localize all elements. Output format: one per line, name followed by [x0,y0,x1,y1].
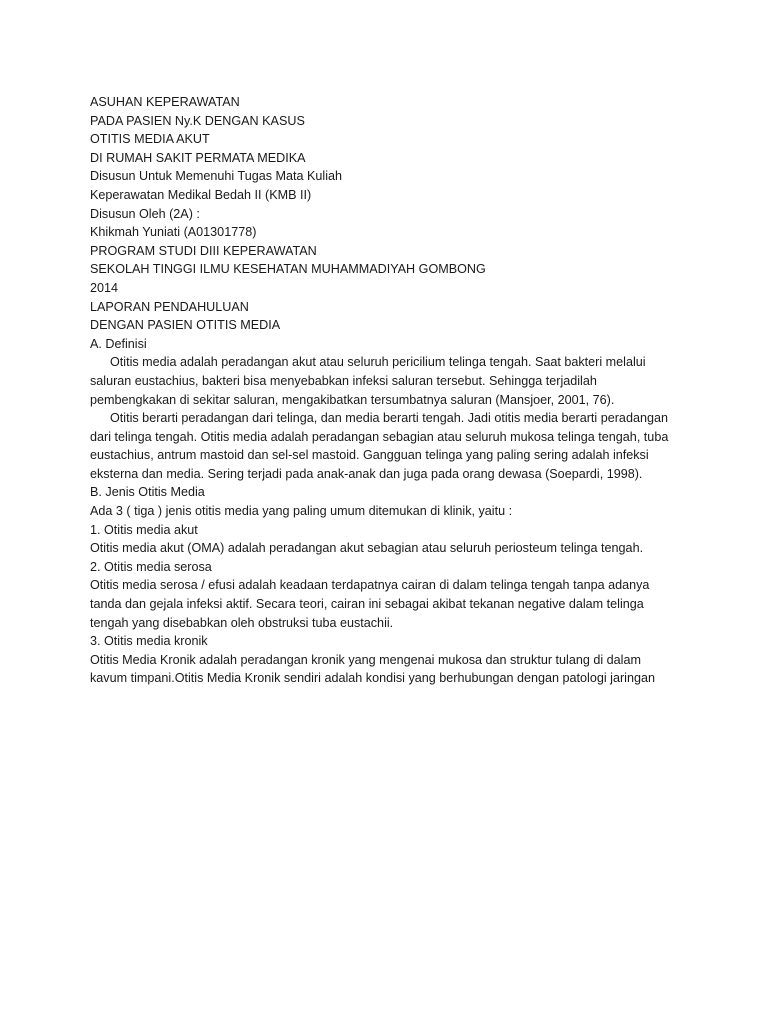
institution-line: DENGAN PASIEN OTITIS MEDIA [90,318,281,333]
paragraph-line: pembengkakan di sekitar saluran, mengakibatkan tersumbatnya saluran (Mansjoer, 2001, 76). [90,392,615,407]
paragraph-line: tanda dan gejala infeksi aktif. Secara teori, cairan ini sebagai akibat tekanan negative dalam telinga [90,597,644,612]
author-line: Disusun Oleh (2A) : [90,206,200,221]
institution-line: 2014 [90,280,119,295]
document-body [90,93,690,688]
title-line: OTITIS MEDIA AKUT [90,132,210,147]
list-item-title: 1. Otitis media akut [90,522,198,537]
paragraph-line: Otitis media serosa / efusi adalah keadaan terdapatnya cairan di dalam telinga tengah tanpa adanya [90,578,650,593]
section-intro: Ada 3 ( tiga ) jenis otitis media yang paling umum ditemukan di klinik, yaitu : [90,504,513,519]
paragraph-line: Otitis media adalah peradangan akut atau seluruh pericilium telinga tengah. Saat bakteri melalui [110,355,646,370]
definisi-paragraph-1 [90,353,690,409]
list-item-otitis-media-akut [90,521,690,558]
section-definisi [90,335,690,484]
paragraph-line: tengah yang disebabkan oleh obstruksi tuba eustachii. [90,615,394,630]
paragraph-line: eksterna dan media. Sering terjadi pada anak-anak dan juga pada orang dewasa (Soepardi, 1998). [90,466,643,481]
paragraph-line: Otitis media akut (OMA) adalah peradangan akut sebagian atau seluruh periosteum telinga tengah. [90,541,644,556]
title-line: DI RUMAH SAKIT PERMATA MEDIKA [90,150,306,165]
list-item-title: 2. Otitis media serosa [90,559,212,574]
purpose-block [90,167,690,204]
section-heading: B. Jenis Otitis Media [90,485,205,500]
paragraph-line: dari telinga tengah. Otitis media adalah peradangan sebagian atau seluruh mukosa telinga tengah, tuba [90,429,669,444]
section-heading: A. Definisi [90,336,147,351]
paragraph-line: eustachius, antrum mastoid dan sel-sel mastoid. Gangguan telinga yang paling sering adalah infeksi [90,448,649,463]
title-block [90,93,690,167]
purpose-line: Keperawatan Medikal Bedah II (KMB II) [90,187,312,202]
institution-line: SEKOLAH TINGGI ILMU KESEHATAN MUHAMMADIYAH GOMBONG [90,262,486,277]
list-item-title: 3. Otitis media kronik [90,634,208,649]
title-line: PADA PASIEN Ny.K DENGAN KASUS [90,113,305,128]
institution-line: LAPORAN PENDAHULUAN [90,299,249,314]
section-jenis-otitis-media [90,483,690,688]
paragraph-line: saluran eustachius, bakteri bisa menyebabkan infeksi saluran tersebut. Sehingga terjadilah [90,373,597,388]
institution-block [90,242,690,335]
purpose-line: Disusun Untuk Memenuhi Tugas Mata Kuliah [90,169,343,184]
title-line: ASUHAN KEPERAWATAN [90,95,240,109]
institution-line: PROGRAM STUDI DIII KEPERAWATAN [90,243,317,258]
paragraph-line: kavum timpani.Otitis Media Kronik sendiri adalah kondisi yang berhubungan dengan patologi jaringan [90,671,655,686]
definisi-paragraph-2 [90,409,690,483]
paragraph-line: Otitis Media Kronik adalah peradangan kronik yang mengenai mukosa dan struktur tulang di dalam [90,652,641,667]
list-item-otitis-media-serosa [90,558,690,632]
author-line: Khikmah Yuniati (A01301778) [90,225,257,240]
list-item-otitis-media-kronik [90,632,690,688]
paragraph-line: Otitis berarti peradangan dari telinga, dan media berarti tengah. Jadi otitis media berarti peradangan [110,411,668,426]
author-block [90,205,690,242]
